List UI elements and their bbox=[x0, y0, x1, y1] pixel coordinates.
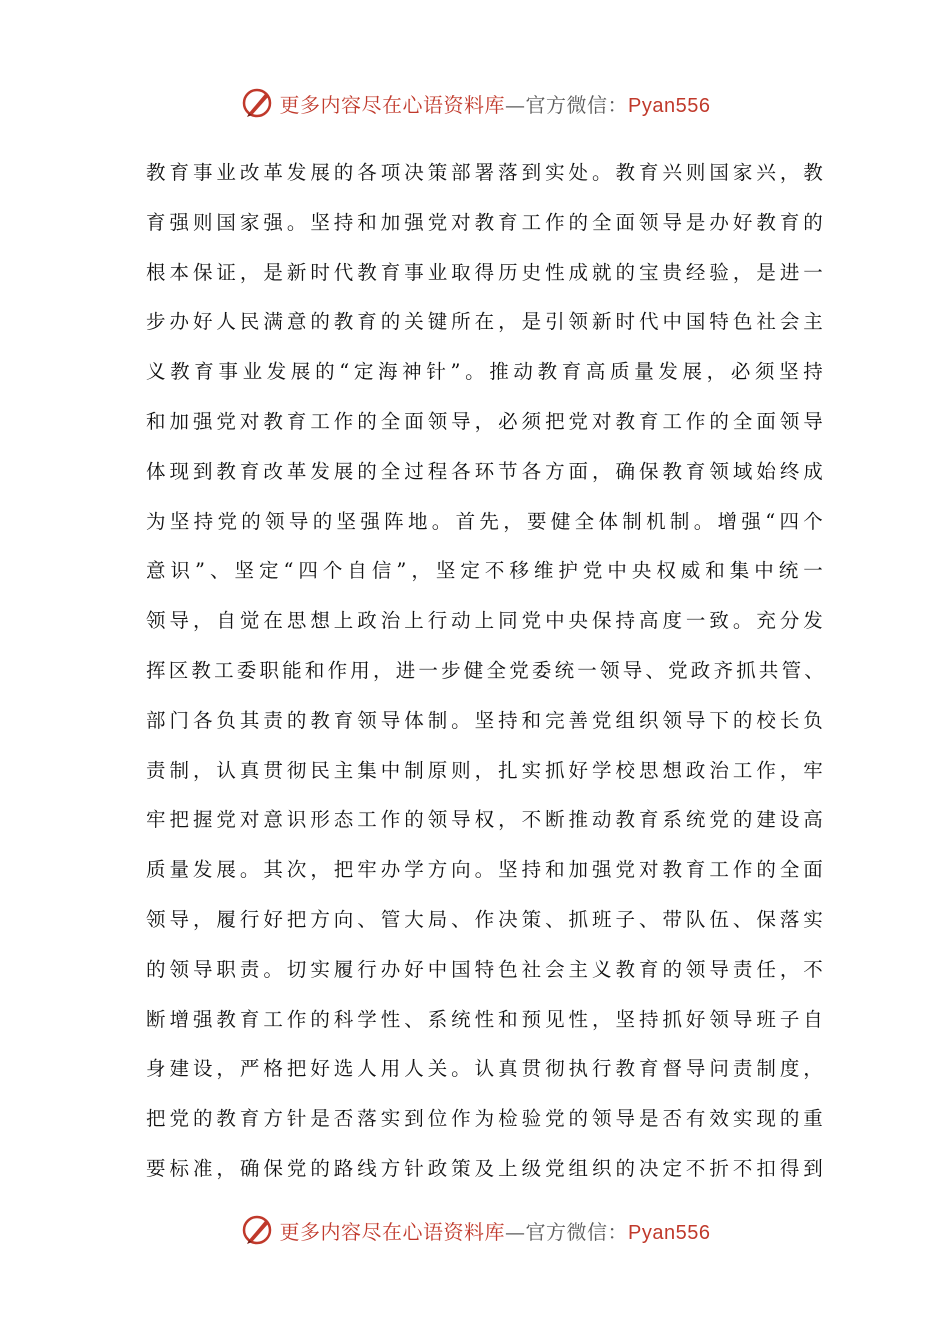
site-name: 更多内容尽在心语资料库 bbox=[279, 92, 506, 117]
body-line: 部门各负其责的教育领导体制。坚持和完善党组织领导下的校长负 bbox=[146, 708, 826, 732]
body-line: 育强则国家强。坚持和加强党对教育工作的全面领导是办好教育的 bbox=[146, 210, 826, 234]
pen-logo-icon bbox=[240, 1213, 274, 1247]
site-name: 更多内容尽在心语资料库 bbox=[279, 1219, 506, 1244]
pen-logo-icon bbox=[240, 86, 274, 120]
footer-banner bbox=[0, 1210, 950, 1250]
body-line: 体现到教育改革发展的全过程各环节各方面，确保教育领域始终成 bbox=[146, 459, 826, 483]
body-line: 根本保证，是新时代教育事业取得历史性成就的宝贵经验，是进一 bbox=[146, 260, 826, 284]
body-line: 和加强党对教育工作的全面领导，必须把党对教育工作的全面领导 bbox=[146, 409, 826, 433]
banner-separator: — bbox=[505, 1219, 526, 1244]
banner-separator: — bbox=[505, 92, 526, 117]
body-line: 的领导职责。切实履行办好中国特色社会主义教育的领导责任，不 bbox=[146, 957, 826, 981]
body-line: 步办好人民满意的教育的关键所在，是引领新时代中国特色社会主 bbox=[146, 310, 826, 334]
official-label: 官方微信： bbox=[525, 1219, 629, 1244]
body-line: 要标准，确保党的路线方针政策及上级党组织的决定不折不扣得到 bbox=[146, 1156, 826, 1180]
body-line: 身建设，严格把好选人用人关。认真贯彻执行教育督导问责制度， bbox=[146, 1057, 826, 1081]
body-line: 质量发展。其次，把牢办学方向。坚持和加强党对教育工作的全面 bbox=[146, 858, 826, 882]
body-line: 义教育事业发展的“定海神针”。推动教育高质量发展，必须坚持 bbox=[146, 360, 826, 384]
header-banner bbox=[0, 83, 950, 123]
footer-banner-text bbox=[280, 1216, 711, 1245]
official-label: 官方微信： bbox=[525, 92, 629, 117]
body-line: 断增强教育工作的科学性、系统性和预见性，坚持抓好领导班子自 bbox=[146, 1007, 826, 1031]
wechat-account: Pyan556 bbox=[628, 1221, 711, 1244]
body-line: 把党的教育方针是否落实到位作为检验党的领导是否有效实现的重 bbox=[146, 1107, 826, 1131]
body-line: 牢把握党对意识形态工作的领导权，不断推动教育系统党的建设高 bbox=[146, 808, 826, 832]
body-line: 责制，认真贯彻民主集中制原则，扎实抓好学校思想政治工作，牢 bbox=[146, 758, 826, 782]
body-line: 意识”、坚定“四个自信”，坚定不移维护党中央权威和集中统一 bbox=[146, 559, 826, 583]
document-body bbox=[146, 148, 826, 1194]
header-banner-text bbox=[280, 89, 711, 118]
body-line: 为坚持党的领导的坚强阵地。首先，要健全体制机制。增强“四个 bbox=[146, 509, 826, 533]
body-line: 教育事业改革发展的各项决策部署落到实处。教育兴则国家兴，教 bbox=[146, 161, 826, 184]
body-line: 领导，履行好把方向、管大局、作决策、抓班子、带队伍、保落实 bbox=[146, 907, 826, 931]
body-line: 领导，自觉在思想上政治上行动上同党中央保持高度一致。充分发 bbox=[146, 609, 826, 633]
wechat-account: Pyan556 bbox=[628, 94, 711, 117]
body-line: 挥区教工委职能和作用，进一步健全党委统一领导、党政齐抓共管、 bbox=[146, 658, 828, 682]
